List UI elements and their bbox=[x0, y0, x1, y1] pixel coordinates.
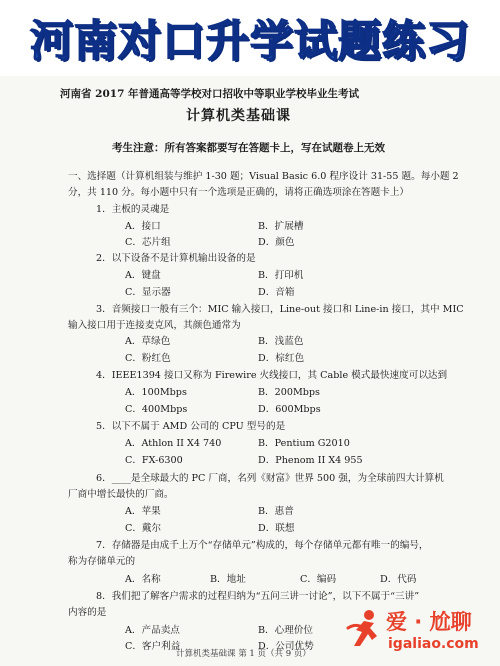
question-3-stem: 3．音频接口一般有三个：MIC 输入接口，Line-out 接口和 Line-in 接口，其中 MIC bbox=[96, 304, 464, 315]
question-1-stem: 1．主板的灵魂是 bbox=[96, 204, 170, 215]
question-8-option-b: B．心理价位 bbox=[258, 625, 314, 636]
question-2-option-d: D．音箱 bbox=[258, 287, 295, 298]
question-8-stem: 8．我们把了解客户需求的过程归纳为“五问三讲一讨论”，以下不属于“三讲” bbox=[96, 591, 420, 602]
question-7-option-b: B．地址 bbox=[210, 574, 246, 585]
question-5-stem: 5．以下不属于 AMD 公司的 CPU 型号的是 bbox=[96, 421, 286, 432]
question-8-option-c: C．客户利益 bbox=[125, 641, 181, 652]
question-2-stem: 2．以下设备不是计算机输出设备的是 bbox=[96, 253, 256, 264]
exam-header: 河南省 2017 年普通高等学校对口招收中等职业学校毕业生考试 bbox=[60, 88, 360, 100]
question-5-option-c: C．FX-6300 bbox=[125, 455, 183, 466]
section-intro-line-1: 一、选择题（计算机组装与维护 1-30 题；Visual Basic 6.0 程序设计 31-55 题。每小题 2 bbox=[68, 171, 459, 182]
question-4-option-a: A．100Mbps bbox=[125, 387, 187, 398]
question-4-option-d: D．600Mbps bbox=[258, 404, 321, 415]
question-3-option-d: D．棕红色 bbox=[258, 353, 305, 364]
running-figure-icon bbox=[342, 608, 384, 650]
question-1-option-a: A．接口 bbox=[125, 221, 161, 232]
section-intro-line-2: 分，共 110 分。每小题中只有一个选项是正确的，请将正确选项涂在答题卡上） bbox=[68, 187, 410, 198]
question-3-stem-cont: 输入接口用于连接麦克风，其颜色通常为 bbox=[68, 320, 241, 331]
question-6-stem: 6．____是全球最大的 PC 厂商，名列《财富》世界 500 强，为全球前四大计算机 bbox=[96, 473, 444, 484]
page-footer: 计算机类基础课 第 1 页（共 9 页） bbox=[176, 649, 311, 659]
question-3-option-a: A．草绿色 bbox=[125, 336, 171, 347]
question-2-option-b: B．打印机 bbox=[258, 270, 304, 281]
question-2-option-c: C．显示器 bbox=[125, 287, 171, 298]
question-1-option-c: C．芯片组 bbox=[125, 237, 171, 248]
question-4-option-b: B．200Mbps bbox=[258, 387, 320, 398]
title-banner bbox=[0, 0, 500, 76]
question-6-option-a: A．苹果 bbox=[125, 506, 161, 517]
question-6-stem-cont: 厂商中增长最快的厂商。 bbox=[68, 489, 174, 500]
question-4-stem: 4．IEEE1394 接口又称为 Firewire 火线接口，其 Cable 模式最快速度可以达到 bbox=[96, 370, 448, 381]
question-7-option-c: C．编码 bbox=[300, 574, 337, 585]
question-3-option-c: C．粉红色 bbox=[125, 353, 171, 364]
question-8-stem-cont: 内容的是 bbox=[68, 607, 107, 618]
question-6-option-d: D．联想 bbox=[258, 523, 295, 534]
site-watermark bbox=[342, 604, 492, 660]
question-8-option-a: A．产品卖点 bbox=[125, 625, 180, 636]
question-5-option-d: D．Phenom II X4 955 bbox=[258, 455, 363, 466]
exam-paper bbox=[0, 76, 500, 666]
exam-subject: 计算机类基础课 bbox=[186, 108, 291, 124]
exam-notice: 考生注意：所有答案都要写在答题卡上，写在试题卷上无效 bbox=[112, 142, 385, 154]
banner-title: 河南对口升学试题练习 bbox=[30, 16, 470, 67]
question-3-option-b: B．浅蓝色 bbox=[258, 336, 304, 347]
question-7-stem-cont: 称为存储单元的 bbox=[68, 556, 136, 567]
question-2-option-a: A．键盘 bbox=[125, 270, 161, 281]
watermark-title: 爱 · 尬聊 bbox=[386, 610, 472, 634]
question-1-option-d: D．颜色 bbox=[258, 237, 295, 248]
question-5-option-b: B．Pentium G2010 bbox=[258, 438, 350, 449]
question-8-option-d: D．公司优势 bbox=[258, 641, 314, 652]
question-7-option-d: D．代码 bbox=[380, 574, 417, 585]
question-6-option-b: B．惠普 bbox=[258, 506, 294, 517]
question-4-option-c: C．400Mbps bbox=[125, 404, 188, 415]
question-6-option-c: C．戴尔 bbox=[125, 523, 162, 534]
question-7-option-a: A．名称 bbox=[125, 574, 161, 585]
watermark-url: igaliao.com bbox=[388, 636, 479, 652]
question-1-option-b: B．扩展槽 bbox=[258, 221, 304, 232]
question-7-stem: 7．存储器是由成千上万个“存储单元”构成的，每个存储单元都有唯一的编号， bbox=[96, 540, 429, 551]
question-5-option-a: A．Athlon II X4 740 bbox=[125, 438, 222, 449]
